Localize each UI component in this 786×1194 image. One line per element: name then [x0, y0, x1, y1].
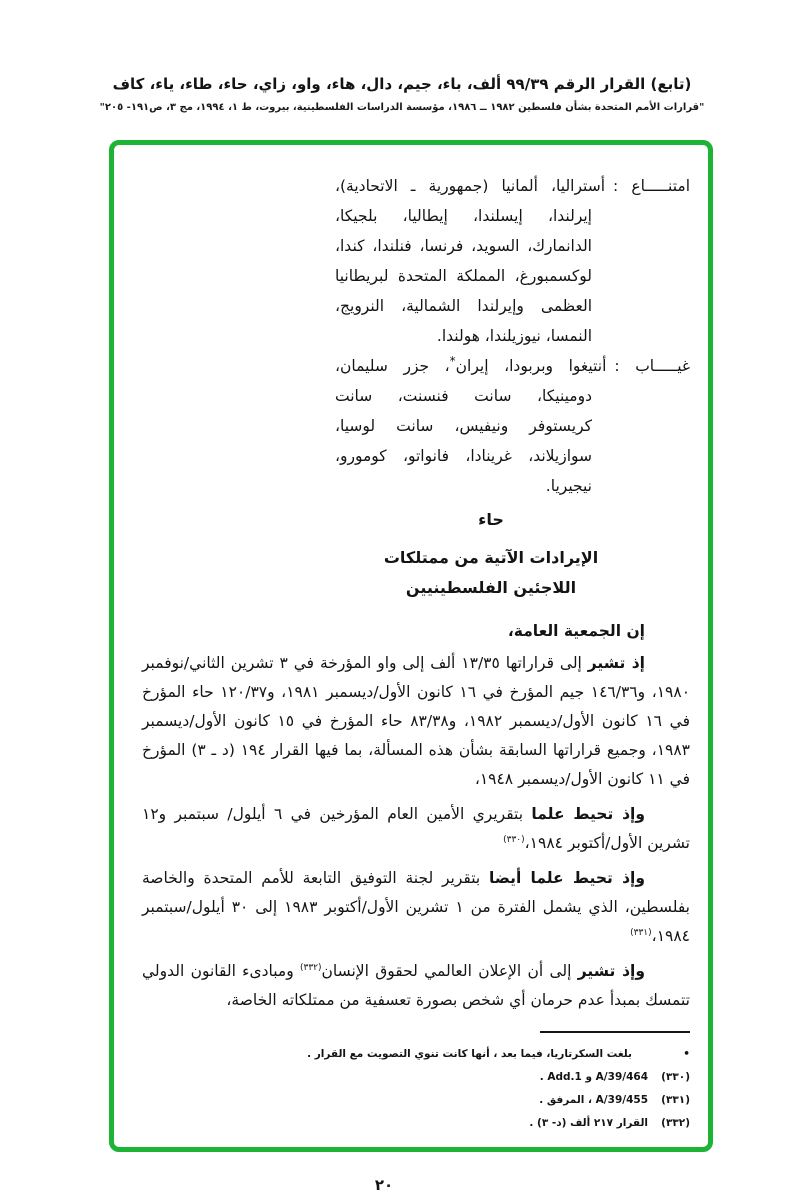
preamble-paragraph-2: [142, 800, 690, 858]
absence-list-end: ، جزر سليمان، دومينيكا، سانت فنسنت، سانت كريستوفر ونيفيس، سانت لوسيا، سوازيلاند، غرينادا، فانواتو، كومورو، نيجيريا.: [335, 357, 592, 495]
footnote-marker: (٣٣١): [661, 1094, 690, 1106]
footnote-text: A/39/455 ، المرفق .: [539, 1094, 648, 1106]
abstention-list: أستراليا، ألمانيا (جمهورية ـ الاتحادية)، إيرلندا، إيسلندا، إيطاليا، بلجيكا، الدانمارك، السويد، فرنسا، فنلندا، كندا، لوكسمبورغ، المملكة المتحدة لبريطانيا العظمى وإيرلندا الشمالية، النرويج، النمسا، نيوزيلندا، هولندا.: [335, 177, 606, 345]
preamble-paragraph-4: [142, 957, 690, 1015]
opening-line: إن الجمعية العامة،: [507, 622, 645, 640]
paragraph-text: ومبادىء القانون الدولي تتمسك بمبدأ عدم حرمان أي شخص بصورة تعسفية من ممتلكاته الخاصة،: [142, 962, 690, 1009]
asterisk-footnote-marker: *: [449, 353, 456, 368]
paragraph-text: إلى قراراتها ١٣/٣٥ ألف إلى واو المؤرخة في ٣ تشرين الثاني/نوفمبر ١٩٨٠، و١٤٦/٣٦ جيم المؤرخ في ١٦ كانون الأول/ديسمبر ١٩٨١، و١٢٠/٣٧ حاء المؤرخ في ١٦ كانون الأول/ديسمبر ١٩٨٢، و٨٣/٣٨ حاء المؤرخ في ١٥ كانون الأول/ديسمبر ١٩٨٣، وجميع قراراتها السابقة بشأن هذه المسألة، بما فيها القرار ١٩٤ (د ـ ٣) المؤرخ في ١١ كانون الأول/ديسمبر ١٩٤٨،: [142, 654, 691, 788]
abstention-block: [335, 171, 690, 351]
paragraph-lead: وإذ تحيط علما أيضا: [489, 869, 645, 887]
document-page: [18, 0, 786, 1194]
absence-label: غيـــــاب :: [614, 357, 690, 375]
preamble-paragraph-3: [142, 864, 690, 951]
preamble-paragraph-1: [142, 649, 690, 794]
footnote-marker: •: [683, 1048, 690, 1060]
source-citation: "قرارات الأمم المتحدة بشأن فلسطين ١٩٨٢ ــ ١٩٨٦، مؤسسة الدراسات الفلسطينية، بيروت، ط ١، ١٩٩٤، مج ٣، ص١٩١- ٢٠٥": [99, 102, 705, 113]
footnote-text: القرار ٢١٧ ألف (د- ٣) .: [529, 1117, 648, 1129]
absence-block: [335, 351, 690, 501]
section-title-line2: اللاجئين الفلسطينيين: [405, 578, 577, 597]
paragraph-text: إلى أن الإعلان العالمي لحقوق الإنسان: [321, 962, 578, 980]
paragraph-text: بتقريري الأمين العام المؤرخين في ٦ أيلول/ سبتمبر و١٢ تشرين الأول/أكتوبر ١٩٨٤،: [142, 805, 690, 852]
paragraph-lead: إذ تشير: [587, 654, 645, 672]
footnote-item: [142, 1043, 690, 1066]
footnote-ref-331: (٣٣١): [630, 927, 652, 938]
footnotes-block: [142, 1043, 690, 1135]
page-header-title: (تابع) القرار الرقم ٩٩/٣٩ ألف، باء، جيم، دال، هاء، واو، زاي، حاء، طاء، ياء، كاف: [112, 75, 692, 93]
paragraph-lead: وإذ تحيط علما: [531, 805, 645, 823]
paragraph-lead: وإذ تشير: [577, 962, 645, 980]
footnote-marker: (٣٣٢): [661, 1117, 690, 1129]
section-letter: حاء: [478, 510, 504, 529]
section-title-line1: الإيرادات الآتية من ممتلكات: [383, 548, 599, 567]
footnote-text: بلغت السكرتاريا، فيما بعد ، أنها كانت تنوي التصويت مع القرار .: [307, 1048, 632, 1060]
footnote-ref-332: (٣٣٢): [299, 962, 322, 973]
footnote-item: [142, 1112, 690, 1135]
footnote-ref-330: (٣٣٠): [503, 834, 525, 845]
footnote-separator: [540, 1031, 690, 1033]
footnote-item: [142, 1066, 690, 1089]
absence-list-start: أنتيغوا وبربودا، إيران: [455, 357, 607, 375]
footnote-item: [142, 1089, 690, 1112]
page-number: ٢٠: [374, 1176, 394, 1194]
paragraph-text: بتقرير لجنة التوفيق التابعة للأمم المتحدة والخاصة بفلسطين، الذي يشمل الفترة من ١ تشرين الأول/أكتوبر ١٩٨٣ إلى ٣٠ أيلول/سبتمبر ١٩٨٤،: [142, 869, 690, 945]
resolution-box: [109, 140, 713, 1152]
footnote-marker: (٣٣٠): [661, 1071, 690, 1083]
abstention-label: امتنـــــاع :: [613, 177, 690, 195]
footnote-text: A/39/464 و Add.1 .: [539, 1071, 648, 1083]
